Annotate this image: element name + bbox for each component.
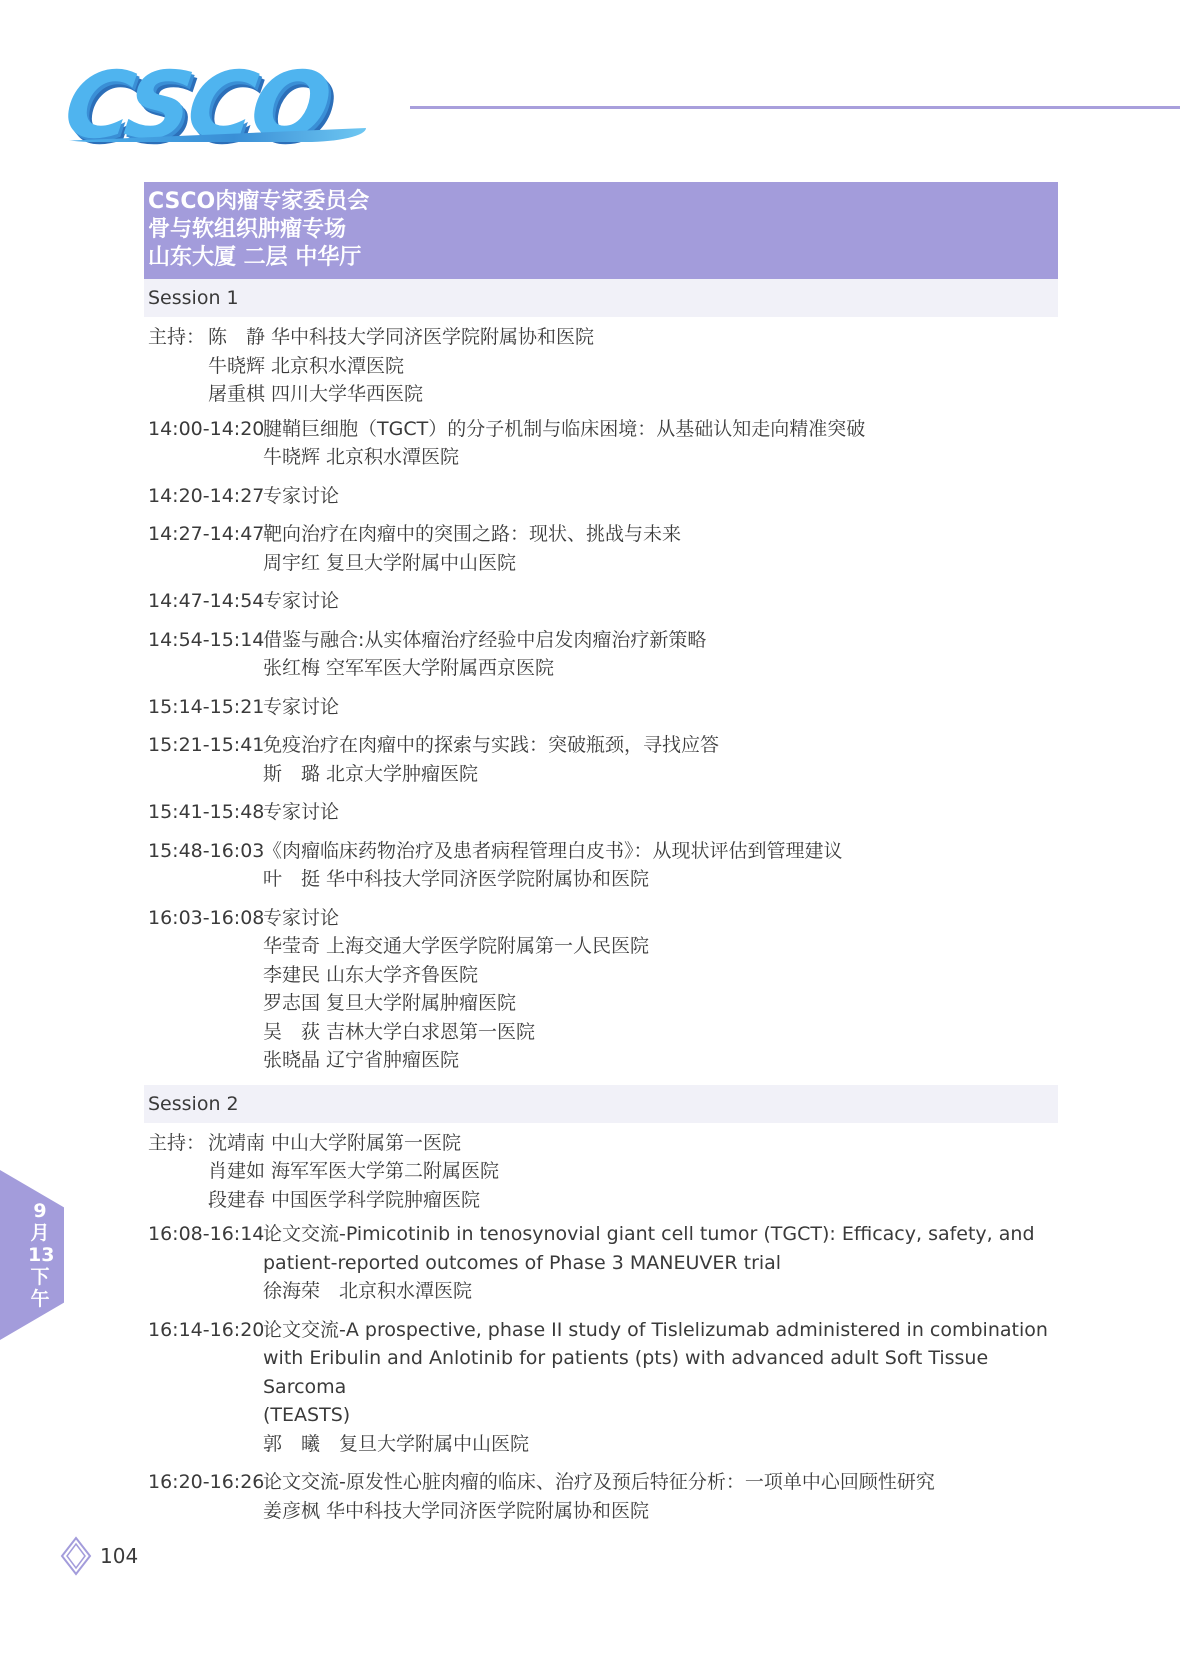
host-entry: 陈 静 华中科技大学同济医学院附属协和医院: [208, 326, 595, 348]
item-time: 15:21-15:41: [148, 734, 265, 756]
item-line: 借鉴与融合:从实体瘤治疗经验中启发肉瘤治疗新策略: [263, 628, 707, 651]
schedule-item: [148, 798, 1058, 827]
item-line: 论文交流-A prospective, phase II study of Tislelizumab administered in combination: [263, 1318, 1048, 1341]
item-line: 牛晓辉 北京积水潭医院: [263, 446, 460, 468]
item-line: with Eribulin and Anlotinib for patients (pts) with advanced adult Soft Tissue Sarcoma: [263, 1347, 989, 1398]
schedule-content: [144, 182, 1058, 1535]
schedule-item: [148, 587, 1058, 616]
item-body: [263, 1316, 1058, 1459]
item-time: 16:20-16:26: [148, 1471, 265, 1493]
venue-location: 山东大厦 二层 中华厅: [148, 245, 362, 270]
committee-title: CSCO肉瘤专家委员会: [148, 189, 370, 214]
item-time: 14:47-14:54: [148, 590, 265, 612]
item-line: 免疫治疗在肉瘤中的探索与实践：突破瓶颈，寻找应答: [263, 734, 720, 756]
side-tab-char: 9: [33, 1200, 47, 1222]
schedule-item: [148, 1220, 1058, 1306]
diamond-icon: [60, 1536, 92, 1576]
host-entry: 沈靖南 中山大学附属第一医院: [208, 1131, 462, 1154]
schedule-item: [148, 520, 1058, 577]
host-entry: 段建春 中国医学科学院肿瘤医院: [208, 1188, 481, 1211]
session-2-bar: Session 2: [144, 1085, 1058, 1123]
host-list: [208, 1129, 499, 1215]
item-body: [263, 731, 1058, 788]
venue-header: [144, 182, 1058, 279]
side-tab-char: 下: [30, 1266, 50, 1288]
item-body: [263, 1468, 1058, 1525]
side-tab-char: 月: [30, 1222, 50, 1244]
session-2-body: [144, 1129, 1058, 1526]
host-entry: 牛晓辉 北京积水潭医院: [208, 354, 405, 377]
item-time: 14:54-15:14: [148, 628, 265, 651]
item-line: 姜彦枫 华中科技大学同济医学院附属协和医院: [263, 1499, 650, 1522]
item-time: 14:27-14:47: [148, 523, 265, 545]
date-side-label: [28, 1200, 55, 1310]
item-line: 罗志国 复旦大学附属肿瘤医院: [263, 992, 517, 1014]
item-line: 郭 曦 复旦大学附属中山医院: [263, 1432, 530, 1455]
item-line: 吴 荻 吉林大学白求恩第一医院: [263, 1020, 536, 1043]
item-line: 专家讨论: [263, 484, 340, 507]
item-line: 腱鞘巨细胞（TGCT）的分子机制与临床困境：从基础认知走向精准突破: [263, 417, 866, 440]
item-line: 张晓晶 辽宁省肿瘤医院: [263, 1049, 460, 1071]
item-body: [263, 798, 1058, 827]
host-entry: 肖建如 海军军医大学第二附属医院: [208, 1160, 500, 1182]
side-tab-char: 午: [30, 1288, 50, 1310]
item-body: [263, 626, 1058, 683]
item-line: 《肉瘤临床药物治疗及患者病程管理白皮书》：从现状评估到管理建议: [263, 839, 843, 862]
session-topic: 骨与软组织肿瘤专场: [148, 217, 347, 242]
schedule-item: [148, 837, 1058, 894]
item-time: 16:03-16:08: [148, 906, 265, 929]
schedule-item: [148, 482, 1058, 511]
host-label: 主持：: [148, 326, 206, 348]
item-line: 张红梅 空军军医大学附属西京医院: [263, 657, 555, 679]
item-line: 专家讨论: [263, 906, 340, 929]
item-time: 15:41-15:48: [148, 801, 265, 823]
item-time: 14:20-14:27: [148, 484, 265, 507]
item-line: (TEASTS): [263, 1404, 351, 1426]
session-1-bar: Session 1: [144, 279, 1058, 317]
item-line: 华莹奇 上海交通大学医学院附属第一人民医院: [263, 935, 650, 957]
host-label: 主持：: [148, 1131, 206, 1154]
item-body: [263, 520, 1058, 577]
item-line: 靶向治疗在肉瘤中的突围之路：现状、挑战与未来: [263, 523, 682, 545]
schedule-item: [148, 626, 1058, 683]
schedule-item: [148, 1468, 1058, 1525]
item-time: 15:48-16:03: [148, 839, 265, 862]
schedule-item: [148, 904, 1058, 1075]
item-body: [263, 415, 1058, 472]
side-tab-char: 13: [28, 1244, 55, 1266]
item-line: 论文交流-Pimicotinib in tenosynovial giant cell tumor (TGCT): Efficacy, safety, and: [263, 1223, 1035, 1245]
item-line: 徐海荣 北京积水潭医院: [263, 1280, 473, 1302]
schedule-item: [148, 731, 1058, 788]
host-list: [208, 323, 594, 409]
item-line: 专家讨论: [263, 695, 340, 718]
item-line: 叶 挺 华中科技大学同济医学院附属协和医院: [263, 868, 650, 890]
schedule-item: [148, 415, 1058, 472]
logo-text: CSCO: [58, 52, 334, 159]
item-line: 李建民 山东大学齐鲁医院: [263, 963, 479, 986]
item-line: 专家讨论: [263, 590, 340, 612]
item-line: 周宇红 复旦大学附属中山医院: [263, 551, 517, 574]
item-body: [263, 587, 1058, 616]
header-divider: [410, 106, 1180, 109]
item-time: 15:14-15:21: [148, 695, 265, 718]
item-line: patient-reported outcomes of Phase 3 MANEUVER trial: [263, 1251, 782, 1274]
item-time: 16:14-16:20: [148, 1318, 265, 1341]
item-body: [263, 1220, 1058, 1306]
item-body: [263, 904, 1058, 1075]
item-body: [263, 482, 1058, 511]
item-line: 专家讨论: [263, 801, 340, 823]
csco-logo: [36, 52, 376, 159]
session-2-hosts: [148, 1129, 1058, 1215]
item-body: [263, 837, 1058, 894]
item-time: 14:00-14:20: [148, 417, 265, 440]
schedule-item: [148, 693, 1058, 722]
host-entry: 屠重棋 四川大学华西医院: [208, 383, 424, 405]
item-line: 论文交流-原发性心脏肉瘤的临床、治疗及预后特征分析：一项单中心回顾性研究: [263, 1471, 935, 1493]
item-time: 16:08-16:14: [148, 1223, 265, 1245]
schedule-item: [148, 1316, 1058, 1459]
session-1-body: [144, 323, 1058, 1075]
item-line: 斯 璐 北京大学肿瘤医院: [263, 762, 479, 785]
session-1-hosts: [148, 323, 1058, 409]
page-footer: [60, 1536, 138, 1576]
item-body: [263, 693, 1058, 722]
page-number: 104: [100, 1544, 139, 1568]
